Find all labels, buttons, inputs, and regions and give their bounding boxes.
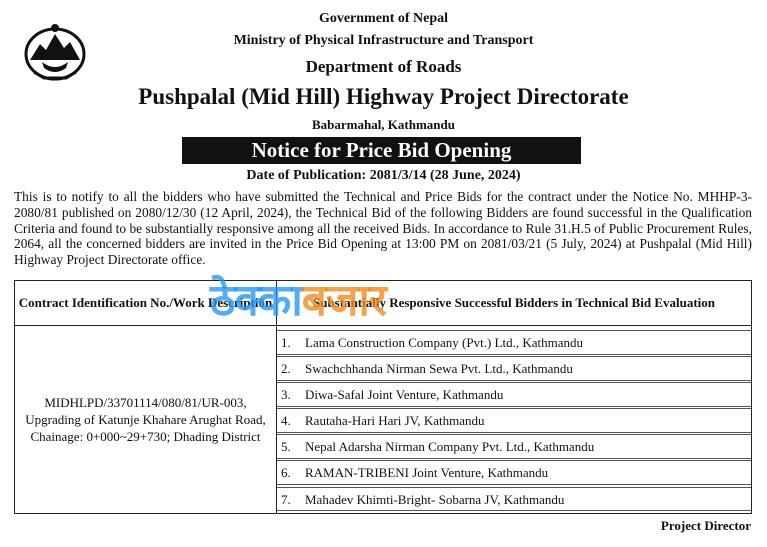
publication-date: Date of Publication: 2081/3/14 (28 June, 2024)	[246, 168, 521, 183]
list-item	[277, 434, 751, 459]
bidder-name: Diwa-Safal Joint Venture, Kathmandu	[305, 387, 504, 403]
bidder-number: 7.	[281, 491, 291, 507]
list-item	[277, 330, 751, 355]
contract-description: MIDHLPD/33701114/080/81/UR-003, Upgrading of Katunje Khahare Arughat Road, Chainage: 0+000~29+730; Dhading District	[15, 326, 277, 514]
list-item	[277, 382, 751, 407]
bidder-name: Swachchhanda Nirman Sewa Pvt. Ltd., Kathmandu	[305, 361, 573, 377]
watermark-part-1: ठेक्का	[210, 275, 302, 326]
bidders-table	[14, 280, 752, 514]
ministry-heading: Ministry of Physical Infrastructure and Transport	[233, 33, 534, 48]
notice-title: Notice for Price Bid Opening	[182, 137, 581, 164]
bidder-name: RAMAN-TRIBENI Joint Venture, Kathmandu	[305, 465, 549, 481]
list-item	[277, 356, 751, 381]
bidder-name: Lama Construction Company (Pvt.) Ltd., Kathmandu	[305, 335, 584, 350]
contract-column-header: Contract Identification No./Work Description	[15, 281, 277, 326]
bidder-number: 3.	[281, 387, 291, 403]
bidders-column-header: Substantially Responsive Successful Bidders in Technical Bid Evaluation	[277, 281, 752, 326]
directorate-heading: Pushpalal (Mid Hill) Highway Project Directorate	[138, 84, 629, 109]
list-item	[277, 487, 751, 512]
bidder-name: Nepal Adarsha Nirman Company Pvt. Ltd., Kathmandu	[305, 439, 595, 455]
watermark-part-2: बजार	[301, 275, 386, 326]
list-item	[277, 408, 751, 433]
bidder-number: 4.	[281, 413, 291, 429]
table-header-row	[15, 281, 752, 326]
notice-body: This is to notify to all the bidders who have submitted the Technical and Price Bids for the contract under the Notice No. MHHP-3-2080/81 published on 2080/12/30 (12 April, 2024), the Technical Bid of the following Bidders are found successful in the Qualification Criteria and found to be substantially responsive among all the received Bids. In accordance to Rule 31.H.5 of Public Procurement Rules, 2064, all the concerned bidders are invited in the Price Bid Opening at 13:00 PM on 2081/03/21 (5 July, 2024) at Pushpalal (Mid Hill) Highway Project Directorate office.	[14, 189, 752, 268]
list-item	[277, 460, 751, 485]
bidder-number: 1.	[281, 335, 291, 350]
bidder-number: 6.	[281, 465, 291, 481]
bidder-number: 5.	[281, 439, 291, 455]
bidders-list	[277, 326, 752, 514]
government-heading: Government of Nepal	[318, 11, 449, 26]
table-row	[15, 326, 752, 514]
location-text: Babarmahal, Kathmandu	[311, 117, 456, 132]
bidder-number: 2.	[281, 361, 291, 377]
signature-title: Project Director	[660, 518, 751, 533]
bidder-name: Mahadev Khimti-Bright- Sobarna JV, Kathmandu	[305, 491, 565, 507]
department-heading: Department of Roads	[305, 57, 462, 76]
bidder-name: Rautaha-Hari Hari JV, Kathmandu	[305, 413, 485, 429]
